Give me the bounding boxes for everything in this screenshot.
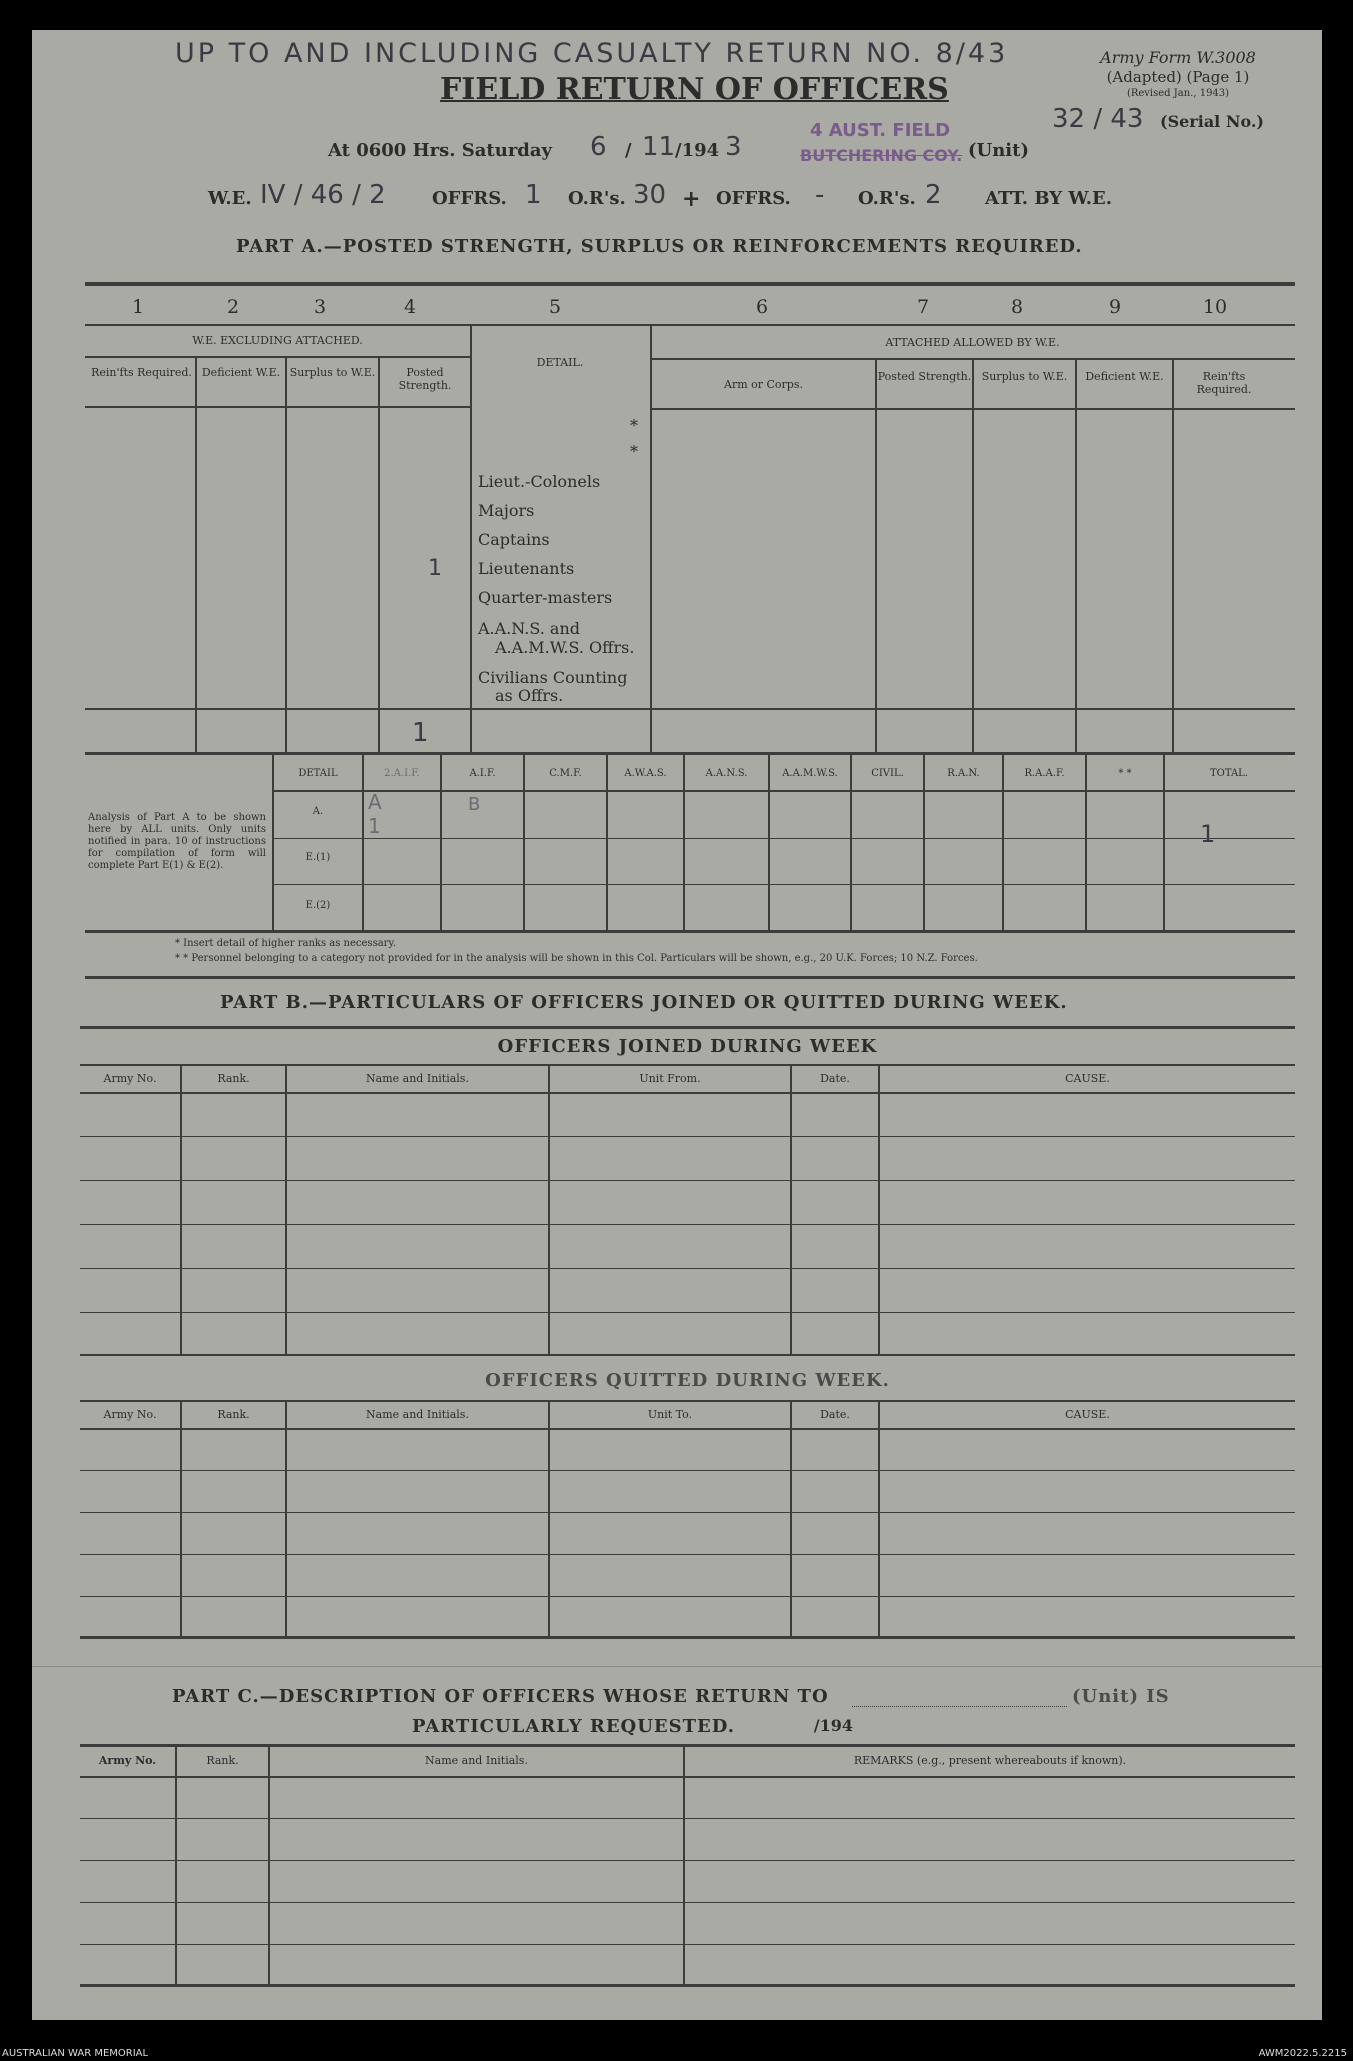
col-reinfts-required: Rein'fts Required.	[91, 366, 192, 379]
col-num-5: 5	[548, 296, 562, 318]
joined-col-rank: Rank.	[217, 1072, 250, 1085]
joined-col-army-no: Army No.	[103, 1072, 157, 1085]
partc-col-name: Name and Initials.	[425, 1754, 528, 1767]
we-value: IV / 46 / 2	[260, 180, 386, 210]
joined-col-name: Name and Initials.	[366, 1072, 469, 1085]
rank-civilians: Civilians Counting	[478, 668, 628, 687]
part-c-heading-a: PART C.—DESCRIPTION OF OFFICERS WHOSE RETURN TO	[172, 1686, 829, 1707]
partc-col-rank: Rank.	[206, 1754, 239, 1767]
quitted-col-army-no: Army No.	[103, 1408, 157, 1421]
analysis-hdr-other: * *	[1118, 768, 1132, 779]
asterisk-2: *	[630, 442, 638, 461]
partc-col-army-no: Army No.	[98, 1754, 157, 1767]
footer-left: AUSTRALIAN WAR MEMORIAL	[2, 2048, 149, 2059]
date-day: 6	[590, 132, 607, 162]
analysis-a-total-value: 1	[1200, 820, 1216, 848]
col-num-7: 7	[916, 296, 930, 318]
unit-stamp-line2: BUTCHERING COY.	[800, 146, 963, 165]
rank-majors: Majors	[478, 501, 535, 520]
quitted-col-date: Date.	[820, 1408, 850, 1421]
rank-captains: Captains	[478, 530, 550, 549]
form-title: FIELD RETURN OF OFFICERS	[440, 72, 949, 107]
joined-col-date: Date.	[820, 1072, 850, 1085]
analysis-hdr-raaf: R.A.A.F.	[1024, 768, 1065, 779]
unit-label: (Unit)	[968, 140, 1029, 161]
partc-col-remarks: REMARKS (e.g., present whereabouts if known).	[853, 1754, 1127, 1767]
analysis-a-aif-value: B	[468, 794, 481, 815]
analysis-row-e1: E.(1)	[305, 852, 331, 863]
col-num-1: 1	[131, 296, 145, 318]
analysis-hdr-awas: A.W.A.S.	[624, 768, 667, 779]
lieutenants-posted-value: 1	[428, 556, 442, 581]
form-id-line1: Army Form W.3008	[1100, 48, 1256, 67]
ors-value: 30	[633, 180, 667, 210]
analysis-hdr-detail: DETAIL	[298, 768, 338, 779]
date-year-digit: 3	[725, 132, 742, 162]
detail-header: DETAIL.	[536, 356, 584, 369]
analysis-hdr-aamws: A.A.M.W.S.	[782, 768, 838, 779]
part-c-heading-b: (Unit) IS	[1072, 1686, 1170, 1707]
analysis-hdr-total: TOTAL.	[1209, 768, 1249, 779]
col-num-2: 2	[226, 296, 240, 318]
joined-col-unit-from: Unit From.	[639, 1072, 701, 1085]
offrs2-label: OFFRS.	[716, 188, 791, 209]
footer-right: AWM2022.5.2215	[1258, 2048, 1347, 2059]
analysis-row-a: A.	[312, 806, 324, 817]
rank-aamws: A.A.M.W.S. Offrs.	[495, 638, 635, 657]
col-deficient-we: Deficient W.E.	[201, 366, 281, 379]
col-num-4: 4	[403, 296, 417, 318]
ors-label: O.R's.	[568, 188, 626, 209]
analysis-hdr-aans: A.A.N.S.	[705, 768, 748, 779]
quitted-col-rank: Rank.	[217, 1408, 250, 1421]
date-year-prefix: /194	[675, 140, 720, 161]
quitted-col-unit-to: Unit To.	[647, 1408, 693, 1421]
quitted-col-name: Name and Initials.	[366, 1408, 469, 1421]
analysis-row-e2: E.(2)	[305, 900, 331, 911]
date-prefix: At 0600 Hrs. Saturday	[328, 140, 553, 161]
footnote-2: * * Personnel belonging to a category not provided for in the analysis will be shown in this Col. Particulars will be shown, e.g., 20 U.K. Forces; 10 N.Z. Forces.	[175, 953, 978, 964]
rank-quarter-masters: Quarter-masters	[478, 588, 613, 607]
col-num-10: 10	[1202, 296, 1228, 318]
analysis-hdr-cmf: C.M.F.	[549, 768, 582, 779]
column-numbers	[85, 296, 1295, 322]
joined-col-cause: CAUSE.	[1065, 1072, 1110, 1085]
date-month: 11	[642, 132, 676, 162]
analysis-hdr-civil: CIVIL.	[871, 768, 904, 779]
offrs-label: OFFRS.	[432, 188, 507, 209]
col-num-6: 6	[755, 296, 769, 318]
we-label: W.E.	[208, 188, 252, 209]
offrs2-value: -	[815, 180, 825, 210]
serial-label: (Serial No.)	[1160, 112, 1264, 131]
rank-as-offrs: as Offrs.	[495, 686, 564, 705]
quitted-col-cause: CAUSE.	[1065, 1408, 1110, 1421]
analysis-hdr-2aif: 2.A.I.F.	[384, 768, 420, 779]
col-num-9: 9	[1108, 296, 1122, 318]
ors2-value: 2	[925, 180, 942, 210]
form-id-line3: (Revised Jan., 1943)	[1126, 88, 1230, 99]
col-att-surplus-we: Surplus to W.E.	[981, 370, 1068, 383]
analysis-hdr-ran: R.A.N.	[947, 768, 980, 779]
unit-stamp-line1: 4 AUST. FIELD	[810, 120, 951, 141]
serial-value: 32 / 43	[1052, 104, 1144, 134]
analysis-note: Analysis of Part A to be shown here by ALL units. Only units notified in para. 10 of instructions for compilation of form will complete Part E(1) & E(2).	[88, 812, 266, 871]
group-we-excluding: W.E. EXCLUDING ATTACHED.	[192, 334, 363, 347]
part-c-date-blank: /194	[813, 1716, 853, 1735]
col-num-8: 8	[1010, 296, 1024, 318]
handwritten-header: UP TO AND INCLUDING CASUALTY RETURN NO. 8/43	[175, 38, 1009, 69]
quitted-heading: OFFICERS QUITTED DURING WEEK.	[485, 1370, 890, 1391]
col-att-reinfts-required: Rein'fts Required.	[1196, 370, 1252, 396]
form-id-line2: (Adapted) (Page 1)	[1106, 68, 1250, 86]
att-label: ATT. BY W.E.	[985, 188, 1113, 209]
col-num-3: 3	[313, 296, 327, 318]
offrs-value: 1	[525, 180, 542, 210]
part-c-heading-c: PARTICULARLY REQUESTED.	[412, 1716, 735, 1737]
col-att-deficient-we: Deficient W.E.	[1085, 370, 1164, 383]
total-posted-value: 1	[412, 718, 429, 748]
analysis-hdr-aif: A.I.F.	[469, 768, 496, 779]
footnote-1: * Insert detail of higher ranks as necessary.	[175, 938, 396, 949]
asterisk-1: *	[630, 416, 638, 435]
joined-heading: OFFICERS JOINED DURING WEEK	[497, 1036, 878, 1057]
col-surplus-we: Surplus to W.E.	[289, 366, 376, 379]
group-attached-allowed: ATTACHED ALLOWED BY W.E.	[885, 336, 1060, 349]
analysis-a-2aif-value: A 1	[368, 790, 382, 838]
rank-aans: A.A.N.S. and	[478, 619, 580, 638]
col-posted-strength: Posted Strength.	[398, 366, 452, 392]
part-b-heading: PART B.—PARTICULARS OF OFFICERS JOINED OR QUITTED DURING WEEK.	[220, 992, 1068, 1013]
ors2-label: O.R's.	[858, 188, 916, 209]
col-arm-or-corps: Arm or Corps.	[724, 378, 803, 391]
plus-sign: +	[682, 186, 701, 212]
rank-lieutenants: Lieutenants	[478, 559, 575, 578]
col-att-posted-strength: Posted Strength.	[877, 370, 972, 383]
rank-lieut-colonels: Lieut.-Colonels	[478, 472, 601, 491]
part-a-heading: PART A.—POSTED STRENGTH, SURPLUS OR REINFORCEMENTS REQUIRED.	[236, 236, 1083, 257]
